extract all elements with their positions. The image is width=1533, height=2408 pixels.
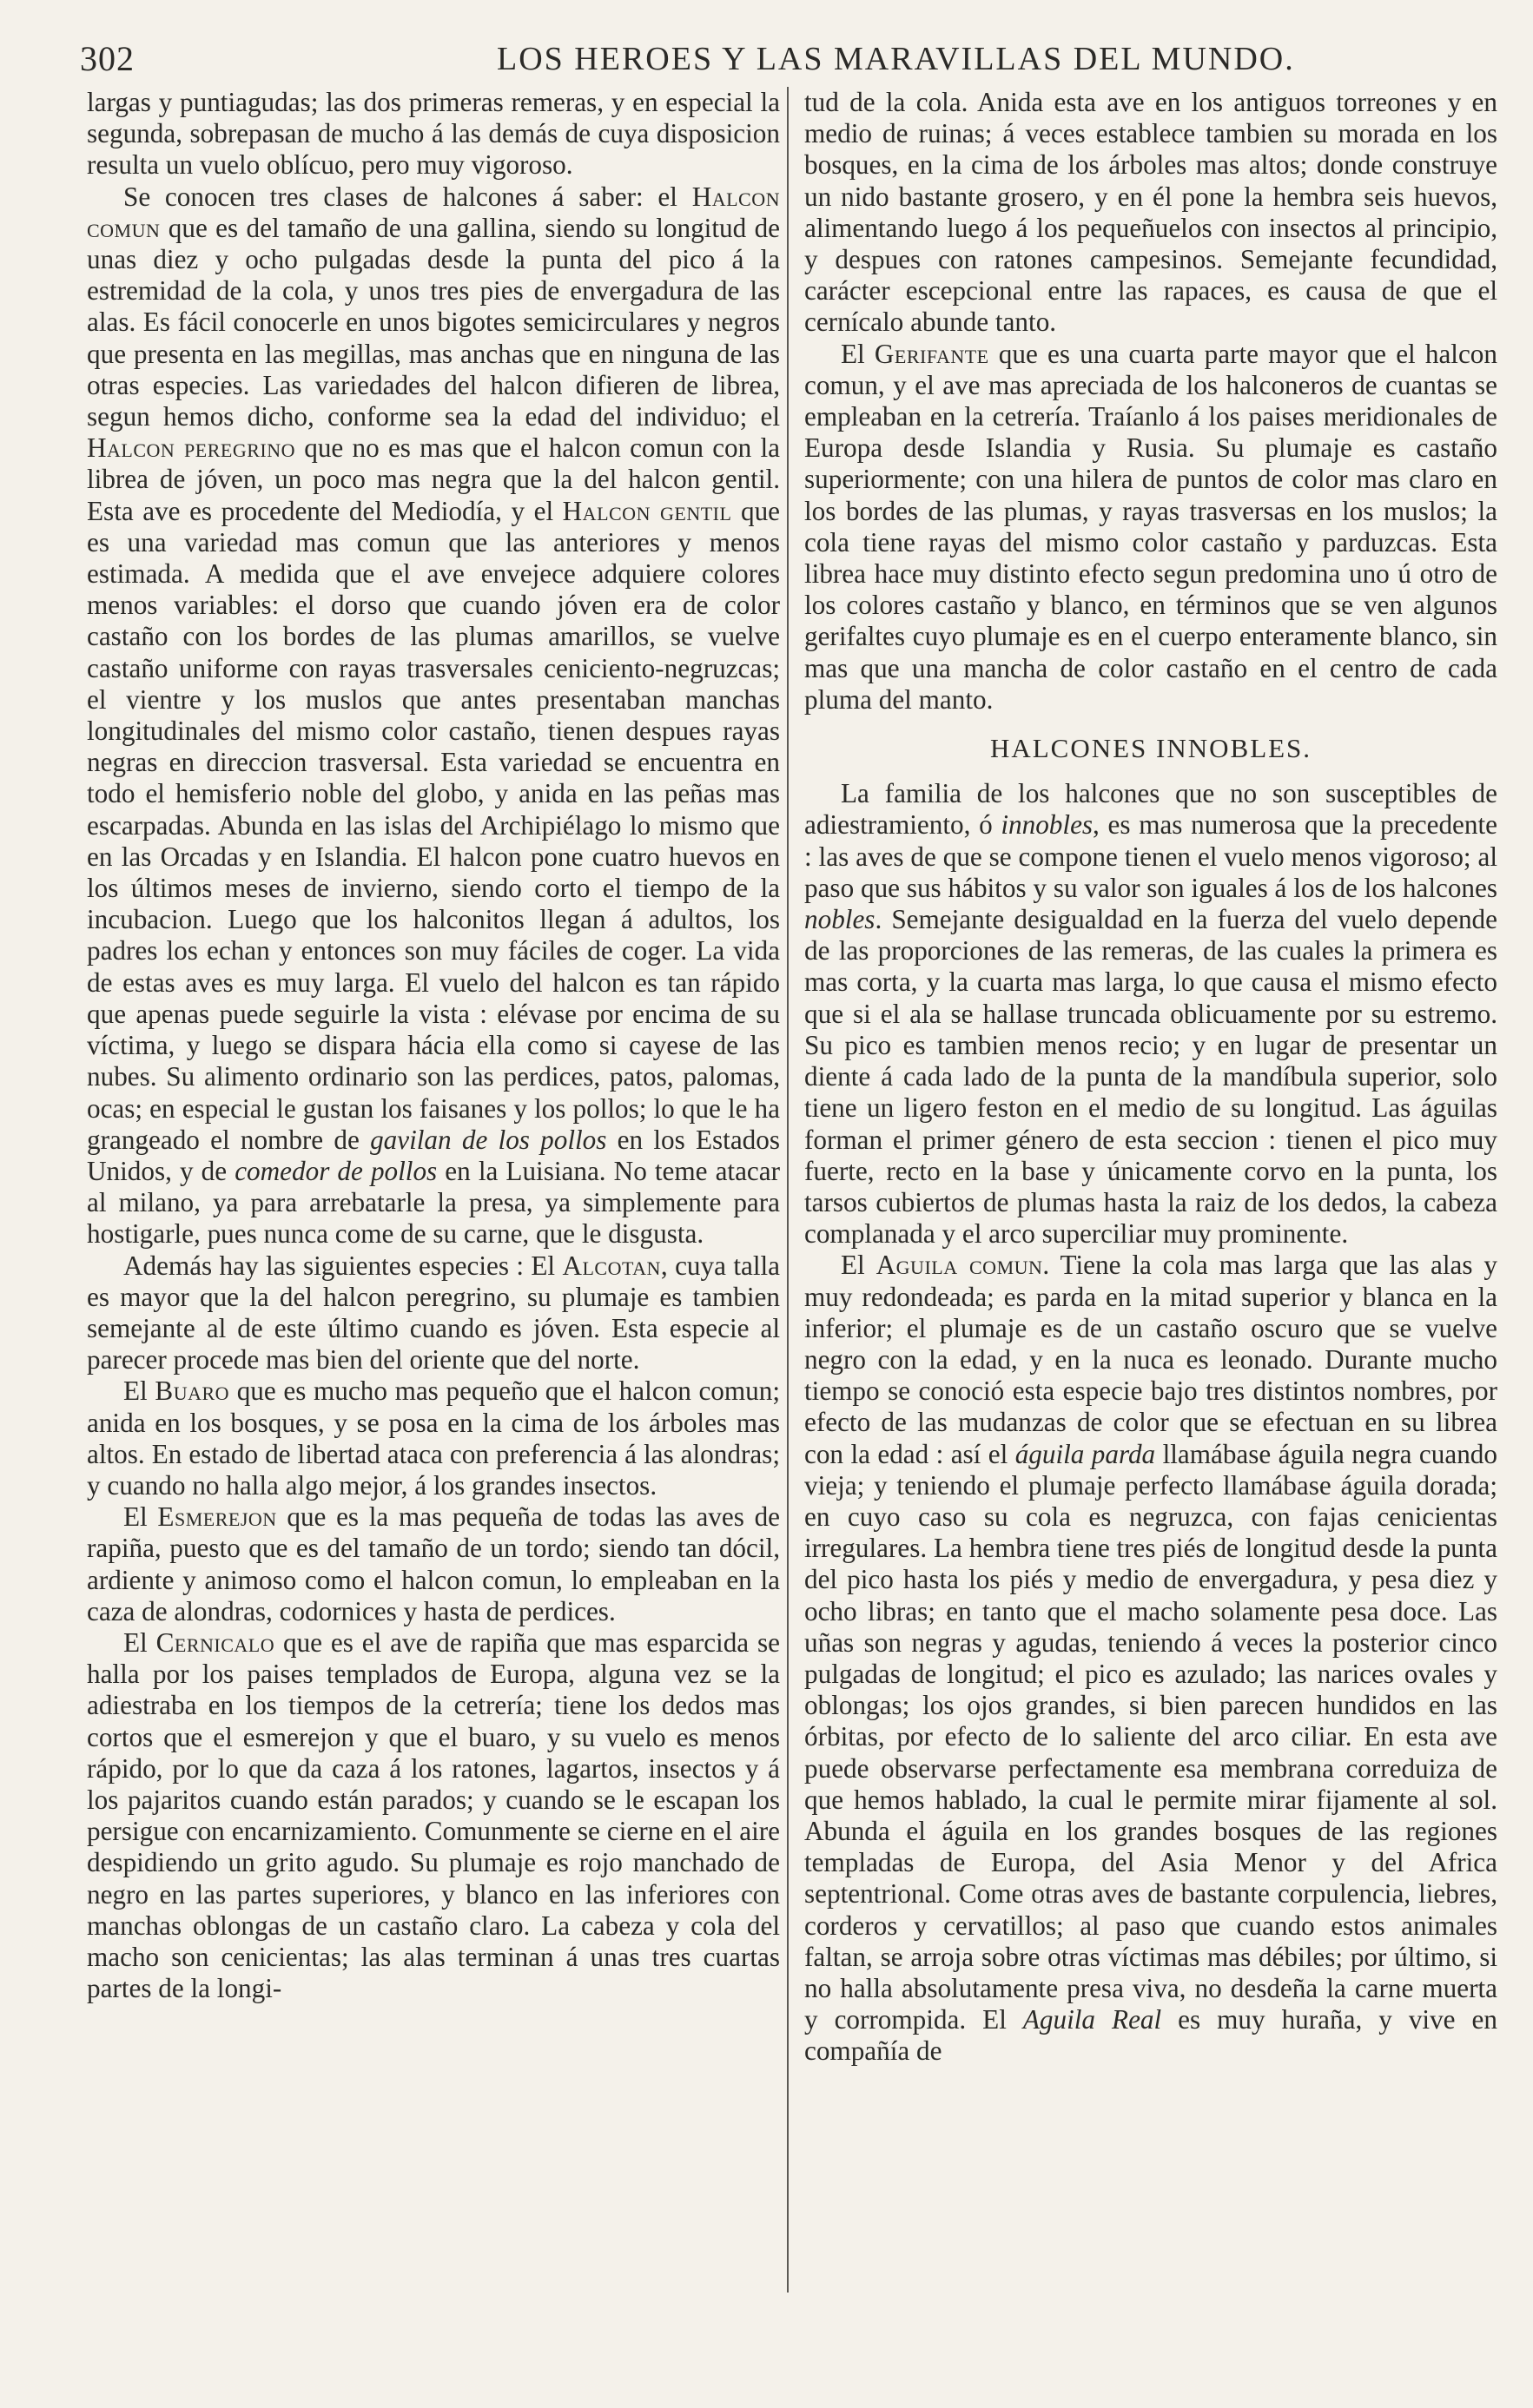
paragraph: La familia de los halcones que no son susceptibles de adiestramiento, ó innobles, es mas numerosa que la precedente : las aves de que se compone tienen el vuelo menos vigoroso; al paso que sus hábitos y su valor son iguales á los de los halcones nobles. Semejante desigualdad en la fuerza del vuelo depende de las proporciones de las remeras, de las cuales la primera es mas corta, y la cuarta mas larga, lo que causa el mismo efecto que si el ala se hallase truncada oblicuamente por su estremo. Su pico es tambien menos recio; y en lugar de presentar un diente á cada lado de la punta de la mandíbula superior, solo tiene un ligero feston en el medio de su longitud. Las águilas forman el primer género de esta seccion : tienen el pico muy fuerte, recto en la base y únicamente corvo en la punta, los tarsos cubiertos de plumas hasta la raiz de los dedos, la cabeza complanada y el arco superciliar muy prominente. [804, 778, 1498, 1250]
paragraph: Se conocen tres clases de halcones á saber: el Halcon comun que es del tamaño de una gallina, siendo su longitud de unas diez y ocho pulgadas desde la punta del pico á la estremidad de la cola, y unos tres pies de envergadura de las alas. Es fácil conocerle en unos bigotes semicirculares y negros que presenta en las megillas, mas anchas que en ninguna de las otras especies. Las variedades del halcon difieren de librea, segun hemos dicho, conforme sea la edad del individuo; el Halcon peregrino que no es mas que el halcon comun con la librea de jóven, un poco mas negra que la del halcon gentil. Esta ave es procedente del Mediodía, y el Halcon gentil que es una variedad mas comun que las anteriores y menos estimada. A medida que el ave envejece adquiere colores menos variables: el dorso que cuando jóven era de color castaño con los bordes de las plumas amarillos, se vuelve castaño uniforme con rayas trasversales ceniciento-negruzcas; el vientre y los muslos que antes presentaban manchas longitudinales del mismo color castaño, tienen despues rayas negras en direccion trasversal. Esta variedad se encuentra en todo el hemisferio noble del globo, y anida en las peñas mas escarpadas. Abunda en las islas del Archipiélago lo mismo que en las Orcadas y en Islandia. El halcon pone cuatro huevos en los últimos meses de invierno, siendo corto el tiempo de la incubacion. Luego que los halconitos llegan á adultos, los padres los echan y entonces son muy fáciles de coger. La vida de estas aves es muy larga. El vuelo del halcon es tan rápido que apenas puede seguirle la vista : elévase por encima de su víctima, y luego se dispara hácia ella como si cayese de las nubes. Su alimento ordinario son las perdices, patos, palomas, ocas; en especial le gustan los faisanes y los pollos; lo que le ha grangeado el nombre de gavilan de los pollos en los Estados Unidos, y de comedor de pollos en la Luisiana. No teme atacar al milano, ya para arrebatarle la presa, ya simplemente para hostigarle, pues nunca come de su carne, que le disgusta. [87, 181, 781, 1250]
running-title: LOS HEROES Y LAS MARAVILLAS DEL MUNDO. [497, 41, 1295, 77]
paragraph: El Esmerejon que es la mas pequeña de todas las aves de rapiña, puesto que es del tamaño de un tordo; siendo tan dócil, ardiente y animoso como el halcon comun, lo empleaban en la caza de alondras, codornices y hasta de perdices. [87, 1501, 781, 1626]
column-divider [787, 87, 789, 2293]
paragraph: Además hay las siguientes especies : El Alcotan, cuya talla es mayor que la del halcon peregrino, su plumaje es tambien semejante al de este último cuando es jóven. Esta especie al parecer procede mas bien del oriente que del norte. [87, 1250, 780, 1376]
paragraph: El Aguila comun. Tiene la cola mas larga que las alas y muy redondeada; es parda en la mitad superior y blanca en la inferior; el plumaje es de un castaño oscuro que se vuelve negro con la edad, y en la nuca es leonado. Durante mucho tiempo se conoció esta especie bajo tres distintos nombres, por efecto de las mudanzas de color que se efectuan en su librea con la edad : así el águila parda llamábase águila negra cuando vieja; y teniendo el plumaje perfecto llamábase águila dorada; en cuyo caso su cola es negruzca, con fajas cenicientas irregulares. La hembra tiene tres piés de longitud desde la punta del pico hasta los piés y medio de envergadura, y pesa diez y ocho libras; en tanto que el macho solamente pesa doce. Las uñas son negras y agudas, teniendo á veces la posterior cinco pulgadas de longitud; el pico es azulado; las narices ovales y oblongas; los ojos grandes, si bien parecen hundidos en las órbitas, por efecto de lo saliente del arco ciliar. En esta ave puede observarse perfectamente esa membrana correduiza de que hemos hablado, la cual le permite mirar fijamente al sol. Abunda el águila en los grandes bosques de las regiones templadas de Europa, del Asia Menor y del Africa septentrional. Come otras aves de bastante corpulencia, liebres, corderos y cervatillos; al paso que cuando estos animales faltan, se arroja sobre otras víctimas mas débiles; por último, si no halla absolutamente presa viva, no desdeña la carne muerta y corrompida. El Aguila Real es muy huraña, y vive en compañía de [804, 1250, 1497, 2067]
term-esmerejon: Esmerejon [157, 1501, 277, 1533]
term-buaro: Buaro [155, 1376, 230, 1407]
term-aguila-parda: águila parda [1014, 1438, 1156, 1469]
page-header [80, 35, 1489, 85]
paragraph: tud de la cola. Anida esta ave en los antiguos torreones y en medio de ruinas; á veces establece tambien su morada en los bosques, en la cima de los árboles mas altos; donde construye un nido bastante grosero, y en él pone la hembra seis huevos, alimentando luego á los pequeñuelos con insectos al principio, y despues con ratones campesinos. Semejante fecundidad, carácter escepcional entre las rapaces, es causa de que el cernícalo abunde tanto. [804, 87, 1497, 338]
page-number: 302 [80, 39, 135, 78]
term-nobles: nobles [804, 904, 876, 935]
term-innobles: innobles [1001, 809, 1094, 841]
paragraph: El Cernicalo que es el ave de rapiña que mas esparcida se halla por los paises templados de Europa, alguna vez se la adiestraba en los tiempos de la cetrería; tiene los dedos mas cortos que el esmerejon y que el buaro, y su vuelo es menos rápido, por lo que da caza á los ratones, lagartos, insectos y á los pajaritos cuando están parados; y cuando se le escapan los persigue con encarnizamiento. Comunmente se cierne en el aire despidiendo un grito agudo. Su plumaje es rojo manchado de negro en las partes superiores, y blanco en las inferiores con manchas oblongas de un castaño claro. La cabeza y cola del macho son cenicientas; las alas terminan á unas tres cuartas partes de la longi- [87, 1626, 780, 2004]
right-column [804, 87, 1497, 2068]
paragraph: El Buaro que es mucho mas pequeño que el halcon comun; anida en los bosques, y se posa en la cima de los árboles mas altos. En estado de libertad ataca con preferencia á las alondras; y cuando no halla algo mejor, á los grandes insectos. [87, 1376, 781, 1501]
term-gerifante: Gerifante [874, 338, 989, 369]
term-gavilan: gavilan de los pollos [370, 1124, 607, 1155]
left-column [87, 87, 780, 2004]
term-halcon-comun: Halcon comun [87, 181, 780, 243]
term-halcon-peregrino: Halcon peregrino [87, 432, 295, 464]
term-cernicalo: Cernicalo [155, 1626, 275, 1658]
term-aguila-real: Aguila Real [1022, 2004, 1162, 2035]
section-title: HALCONES INNOBLES. [989, 733, 1312, 764]
paragraph: largas y puntiagudas; las dos primeras remeras, y en especial la segunda, sobrepasan de mucho á las demás de cuya disposicion resulta un vuelo oblícuo, pero muy vigoroso. [87, 87, 780, 181]
paragraph: El Gerifante que es una cuarta parte mayor que el halcon comun, y el ave mas apreciada de los halconeros de cuantas se empleaban en la cetrería. Traíanlo á los paises meridionales de Europa desde Islandia y Rusia. Su plumaje es castaño superiormente; con una hilera de puntos de color mas claro en los bordes de las plumas, y rayas trasversas en los muslos; la cola tiene rayas del mismo color castaño y parduzcas. Esta librea hace muy distinto efecto segun predomina uno ú otro de los colores castaño y blanco, en términos que se ven algunos gerifaltes cuyo plumaje es en el cuerpo enteramente blanco, sin mas que una mancha de color castaño en el centro de cada pluma del manto. [804, 338, 1497, 715]
term-alcotan: Alcotan [562, 1250, 661, 1281]
term-comedor: comedor de pollos [235, 1155, 438, 1186]
term-halcon-gentil: Halcon gentil [562, 495, 732, 526]
term-aguila-comun: Aguila comun [876, 1250, 1043, 1281]
